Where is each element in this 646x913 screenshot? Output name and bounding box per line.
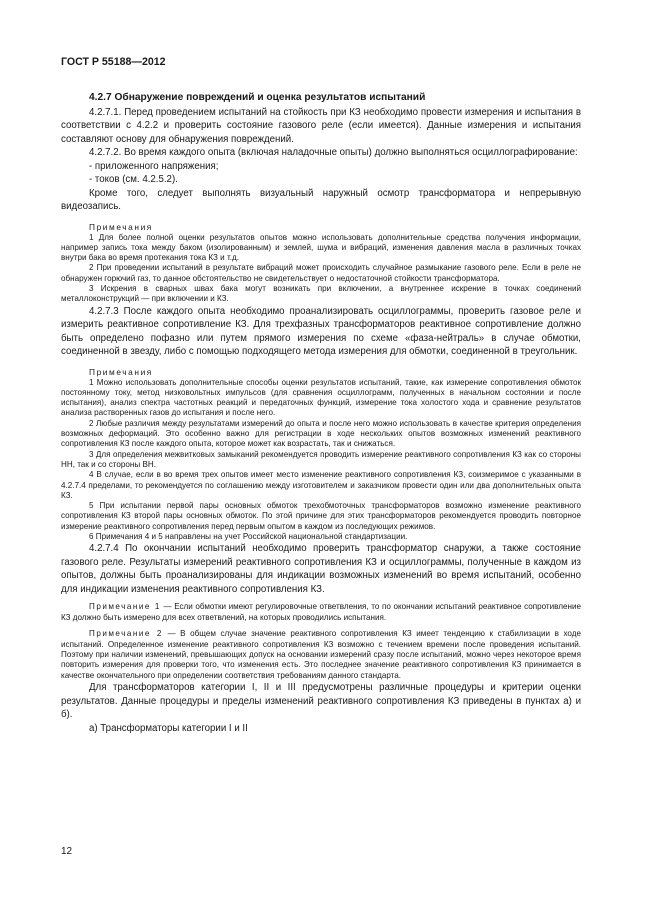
- note-2-3: 3 Для определения межвитковых замыканий рекомендуется проводить измерение реактивного сопротивления КЗ как со стороны НН, так и со стороны ВН.: [61, 449, 581, 469]
- note-a-label: Примечание 1: [89, 602, 161, 612]
- note-2-6: 6 Примечания 4 и 5 направлены на учет Российской национальной стандартизации.: [89, 532, 408, 542]
- page-number: 12: [61, 846, 73, 857]
- note-2-4: 4 В случае, если в во время трех опытов имеет место изменение реактивного сопротивления КЗ, соизмеримое с указанными в 4.2.7.4 пределами, то рекомендуется по соглашению между изготовителем и заказчиком провести один или два дополнительных опыта КЗ.: [61, 470, 581, 500]
- note-1-1: 1 Для более полной оценки результатов опытов можно использовать дополнительные средства получения информации, например запись тока между баком (изолированным) и землей, шума и вибраций, изменения давления масла в различных точках внутри бака во время протекания тока КЗ и т.д.: [61, 232, 581, 263]
- list-item-currents: - токов (см. 4.2.5.2).: [89, 174, 178, 185]
- paragraph-4-2-7-1: 4.2.7.1. Перед проведением испытаний на стойкость при КЗ необходимо провести измерения и испытания в соответствии с 4.2.2 и проверить состояние газового реле (если имеется). Данные измерения и испытания составляют основу для обнаружения повреждений.: [61, 106, 581, 145]
- note-2-2: 2 Любые различия между результатами измерений до опыта и после него можно использовать в качестве критерия определения возможных деформаций. Это особенно важно для регистрации в ходе нескольких опытов возможных изменений реактивного сопротивления КЗ после каждого опыта, которое может как возрастать, так и снижаться.: [61, 418, 581, 449]
- note-b-label: Примечание 2: [89, 629, 163, 639]
- paragraph-visual-inspection: Кроме того, следует выполнять визуальный наружный осмотр трансформатора и непрерывную видеозапись.: [61, 187, 581, 212]
- section-heading: 4.2.7 Обнаружение повреждений и оценка результатов испытаний: [89, 92, 426, 103]
- paragraph-categories: Для трансформаторов категории I, II и III предусмотрены различные процедуры и критерии оценки результатов. Данные процедуры и пределы изменений реактивного сопротивления КЗ приведены в пунктах а) и б).: [61, 682, 581, 721]
- notes-title-2: Примечания: [89, 366, 153, 377]
- note-2-1: 1 Можно использовать дополнительные способы оценки результатов испытаний, такие, как измерение сопротивления обмоток постоянному току, метод низковольтных импульсов (для сравнения осциллограмм, полученных в начальном состоянии и после испытания), анализ спектра частотных реакций и передаточных функций, измерение тока холостого хода и сравнение результатов анализа растворенных газов до испытания и после него.: [61, 377, 581, 418]
- note-1-2: 2 При проведении испытаний в результате вибраций может происходить случайное размыкание газового реле. Если в реле не обнаружен горючий газ, то данное обстоятельство не свидетельствует о недостаточной стойкости трансформатора.: [61, 263, 581, 283]
- note-b: [61, 629, 581, 681]
- paragraph-4-2-7-3: 4.2.7.3 После каждого опыта необходимо проанализировать осциллограммы, проверить газовое реле и измерить реактивное сопротивление КЗ. Для трехфазных трансформаторов реактивное сопротивление должно быть определено пофазно или путем прямого измерения по схеме «фаза-нейтраль» в случае обмотки, соединенной в звезду, либо с помощью подходящего метода измерения для обмотки, соединенной в треугольник.: [61, 305, 581, 358]
- paragraph-category-a: а) Трансформаторы категории I и II: [89, 722, 248, 734]
- note-1-3: 3 Искрения в сварных швах бака могут возникать при включении, а внутреннее искрение в точках соединений металлоконструкций — при включении и КЗ.: [61, 283, 581, 304]
- document-page: [61, 56, 581, 735]
- notes-title-1: Примечания: [89, 221, 153, 232]
- list-item-voltage: - приложенного напряжения;: [89, 160, 219, 172]
- paragraph-4-2-7-4: 4.2.7.4 По окончании испытаний необходимо проверить трансформатор снаружи, а также состояние газового реле. Результаты измерений реактивного сопротивления КЗ и осциллограммы, полученные в каждом из опытов, должны быть проанализированы для индикации возможных изменений во время испытаний, особенно для индикации изменения реактивного сопротивления КЗ.: [61, 543, 581, 595]
- paragraph-4-2-7-2: 4.2.7.2. Во время каждого опыта (включая наладочные опыты) должно выполняться осциллографирование:: [89, 147, 578, 158]
- document-header: ГОСТ Р 55188—2012: [61, 56, 166, 68]
- note-b-text: — В общем случае значение реактивного сопротивления КЗ имеет тенденцию к стабилизации в ходе испытаний. Определенное изменение реактивного сопротивления КЗ возможно с течением времени после проведения испытаний. Поэтому при наличии изменений, превышающих допуск на основании измерений сразу после испытаний, можно через некоторое время повторить измерения для проверки того, что изменения есть. Это последнее значение реактивного сопротивления КЗ принимается в качестве окончательного при определении соответствия требованиям данного стандарта.: [61, 629, 581, 680]
- note-a-text: — Если обмотки имеют регулировочные ответвления, то по окончании испытаний реактивное сопротивление КЗ должно быть измерено для всех ответвлений, на которых проводились испытания.: [61, 602, 581, 622]
- note-a: [61, 602, 581, 623]
- note-2-5: 5 При испытании первой пары основных обмоток трехобмоточных трансформаторов возможно изменение реактивного сопротивления КЗ второй пары основных обмоток. По этой причине для этих трансформаторов рекомендуется проводить повторное измерение реактивного сопротивления перед первым опытом в каждом из последующих режимов.: [61, 501, 581, 531]
